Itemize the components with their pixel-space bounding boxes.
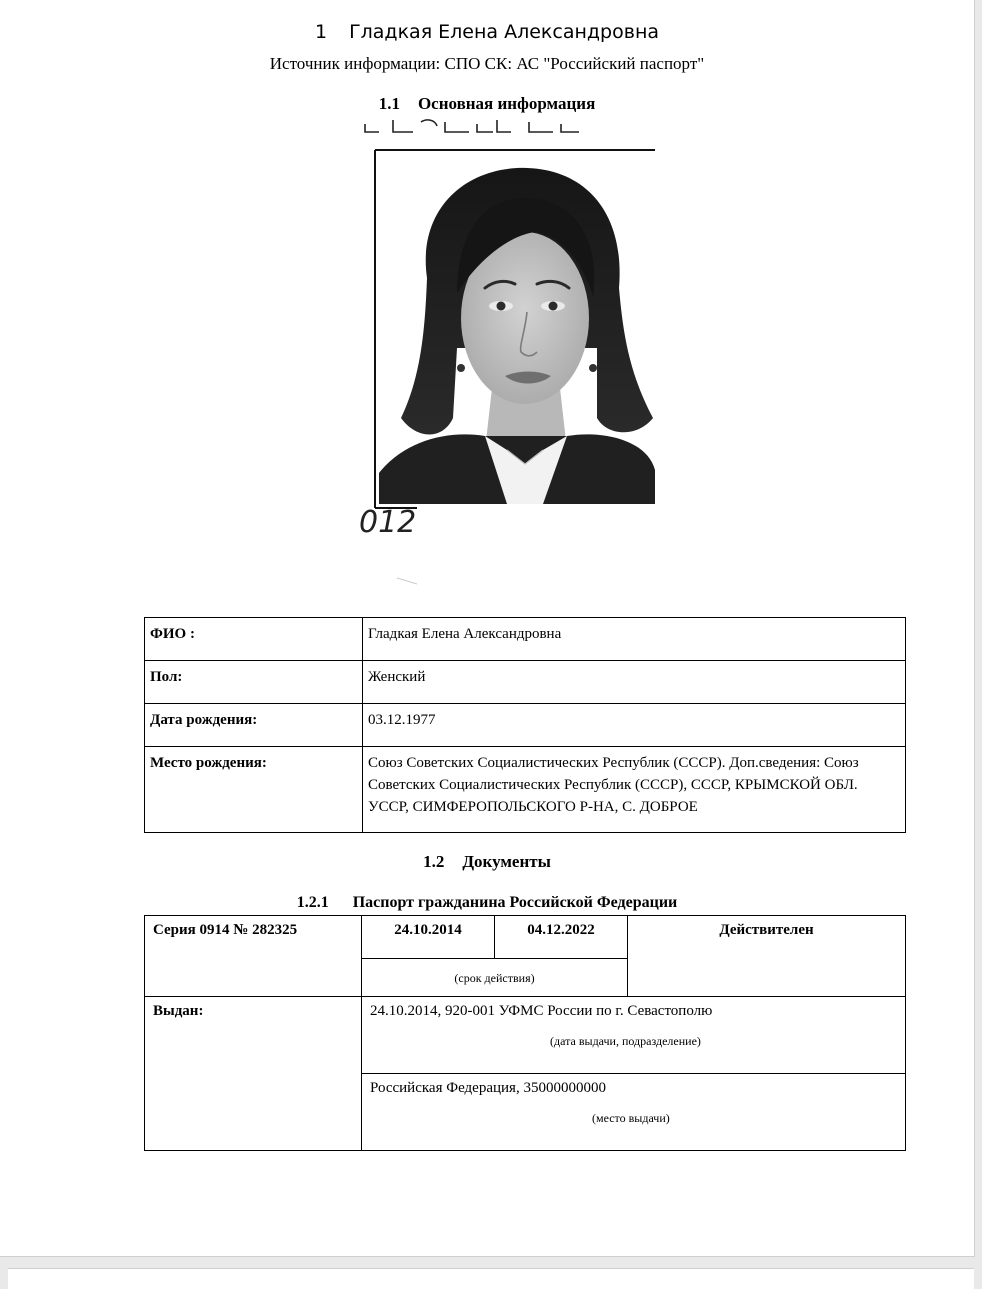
table-row bbox=[145, 997, 906, 1074]
section-main-heading bbox=[0, 94, 974, 114]
issue-place-cell bbox=[362, 1074, 906, 1151]
issued-caption: (дата выдачи, подразделение) bbox=[550, 1034, 701, 1048]
fio-value: Гладкая Елена Александровна bbox=[363, 618, 906, 661]
issued-value: 24.10.2014, 920-001 УФМС России по г. Севастополю bbox=[370, 1003, 713, 1019]
basic-info-table bbox=[144, 617, 906, 833]
table-row bbox=[145, 704, 906, 747]
validity-caption: (срок действия) bbox=[362, 959, 628, 997]
section-docs-heading bbox=[0, 852, 974, 872]
section-main-number: 1.1 bbox=[378, 94, 400, 113]
next-page-edge bbox=[8, 1268, 974, 1289]
birthplace-label: Место рождения: bbox=[145, 747, 363, 833]
passport-heading bbox=[0, 894, 974, 912]
title-number: 1 bbox=[314, 21, 328, 43]
birthdate-value: 03.12.1977 bbox=[363, 704, 906, 747]
sex-label: Пол: bbox=[145, 661, 363, 704]
passport-status: Действителен bbox=[628, 916, 906, 997]
passport-photo bbox=[357, 118, 690, 593]
issue-place-caption: (место выдачи) bbox=[592, 1111, 670, 1125]
passport-title: Паспорт гражданина Российской Федерации bbox=[352, 894, 678, 911]
issue-place-value: Российская Федерация, 35000000000 bbox=[370, 1080, 606, 1096]
birthplace-value: Союз Советских Социалистических Республик (СССР). Доп.сведения: Союз Советских Социалистических Республик (СССР), СССР, КРЫМСКОЙ ОБЛ. УССР, СИМФЕРОПОЛЬСКОГО Р-НА, С. ДОБРОЕ bbox=[363, 747, 906, 833]
title-name: Гладкая Елена Александровна bbox=[349, 21, 660, 43]
table-row bbox=[145, 618, 906, 661]
section-docs-title: Документы bbox=[462, 852, 551, 871]
passport-number: 1.2.1 bbox=[296, 894, 329, 911]
sex-value: Женский bbox=[363, 661, 906, 704]
birthdate-label: Дата рождения: bbox=[145, 704, 363, 747]
issued-cell bbox=[362, 997, 906, 1074]
issued-label: Выдан: bbox=[145, 997, 362, 1151]
passport-series: Серия 0914 № 282325 bbox=[145, 916, 362, 997]
section-docs-number: 1.2 bbox=[423, 852, 445, 871]
section-main-title: Основная информация bbox=[417, 94, 596, 113]
table-row bbox=[145, 747, 906, 833]
passport-date-from: 24.10.2014 bbox=[362, 916, 495, 959]
fio-label: ФИО : bbox=[145, 618, 363, 661]
person-title bbox=[0, 21, 974, 43]
table-row bbox=[145, 661, 906, 704]
source-line: Источник информации: СПО СК: АС "Российский паспорт" bbox=[269, 54, 705, 73]
passport-date-to: 04.12.2022 bbox=[495, 916, 628, 959]
table-row bbox=[145, 916, 906, 959]
passport-table bbox=[144, 915, 906, 1151]
photo-scribble: 012 bbox=[359, 505, 417, 540]
